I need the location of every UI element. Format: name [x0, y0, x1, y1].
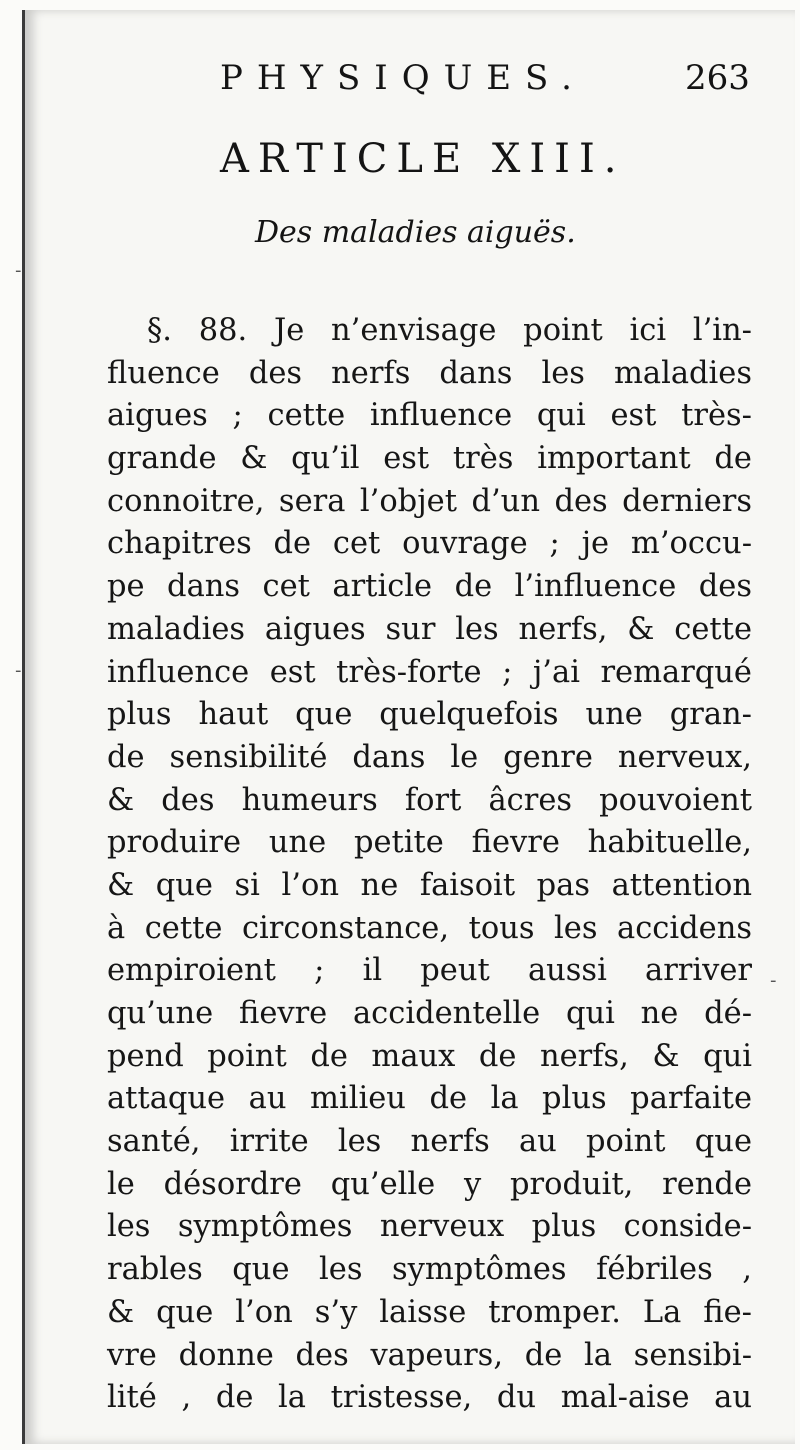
text-line: pend point de maux de nerfs, & qui: [107, 1038, 752, 1074]
text-line: aigues ; cette influence qui est très-: [107, 398, 752, 434]
text-line: chapitres de cet ouvrage ; je m’occu-: [107, 526, 752, 562]
text-line: & des humeurs fort âcres pouvoient: [107, 782, 752, 818]
text-line: plus haut que quelquefois une gran-: [107, 697, 752, 733]
running-head: PHYSIQUES.: [220, 58, 586, 98]
article-subtitle: Des maladies aiguës.: [255, 215, 576, 250]
text-line: rables que les symptômes fébriles ,: [107, 1252, 752, 1288]
book-page: [15, 10, 795, 1444]
text-line: le désordre qu’elle y produit, rende: [107, 1166, 752, 1202]
article-heading: ARTICLE XIII.: [220, 136, 626, 182]
text-line: produire une petite fievre habituelle,: [107, 825, 752, 861]
text-line: maladies aigues sur les nerfs, & cette: [107, 611, 752, 647]
text-line: qu’une fievre accidentelle qui ne dé-: [107, 996, 752, 1031]
text-line: de sensibilité dans le genre nerveux,: [107, 739, 752, 775]
show-through-texture: [95, 140, 106, 180]
text-line: empiroient ; il peut aussi arriver: [107, 953, 752, 989]
page-number: 263: [685, 58, 750, 98]
text-line: & que l’on s’y laisse tromper. La fie-: [107, 1294, 752, 1330]
scan-speck: -: [770, 970, 777, 991]
scan-speck: -: [15, 660, 22, 681]
text-line: les symptômes nerveux plus conside-: [107, 1209, 752, 1245]
text-line: fluence des nerfs dans les maladies: [107, 355, 752, 391]
text-line: influence est très-forte ; j’ai remarqué: [107, 654, 752, 690]
text-line: grande & qu’il est très important de: [107, 441, 752, 477]
text-line: pe dans cet article de l’influence des: [107, 569, 752, 605]
body-text: [107, 310, 752, 1420]
text-line: santé, irrite les nerfs au point que: [107, 1124, 752, 1160]
text-line: attaque au milieu de la plus parfaite: [107, 1081, 752, 1117]
text-line: & que si l’on ne faisoit pas attention: [107, 867, 752, 903]
scan-speck: -: [15, 260, 22, 281]
text-line: à cette circonstance, tous les accidens: [107, 910, 752, 946]
text-line: vre donne des vapeurs, de la sensibi-: [107, 1337, 752, 1373]
text-line: connoitre, sera l’objet d’un des derniers: [107, 483, 752, 519]
text-line: §. 88. Je n’envisage point ici l’in-: [147, 313, 752, 348]
text-line: lité , de la tristesse, du mal-aise au: [107, 1380, 752, 1416]
